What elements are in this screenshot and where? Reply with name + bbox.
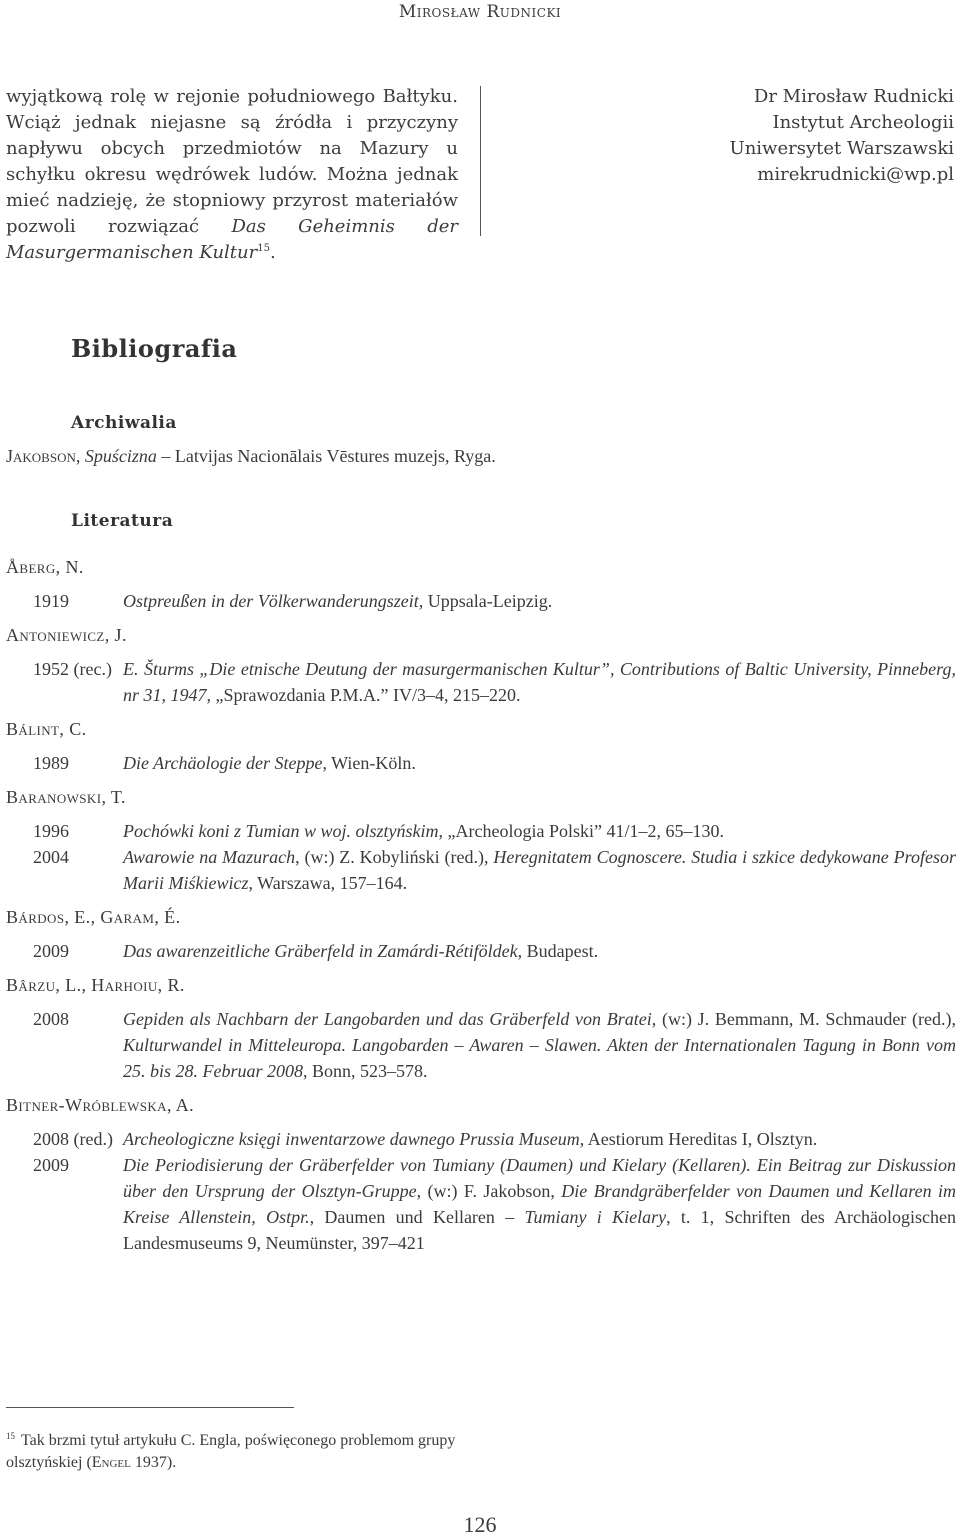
bib-author: Antoniewicz, J. [6, 625, 127, 645]
bib-rest: , (w:) Z. Kobyliński (red.), [295, 847, 494, 867]
bib-title-2: Kulturwandel in Mitteleuropa. Langobarden – Awaren – Slawen. Akten der Internationalen Tagung in Bonn vom 25. bis 28. Februar 2008 [123, 1035, 956, 1081]
bib-entry [6, 656, 956, 708]
bib-rest: , Budapest. [517, 941, 599, 961]
bib-title-3: Tumiany i Kielary [524, 1207, 667, 1227]
footnote-rule [6, 1407, 294, 1408]
bib-rest: , (w:) J. Bemmann, M. Schmauder (red.), [651, 1009, 956, 1029]
bibliography-heading: Bibliografia [71, 334, 238, 363]
author-institute: Instytut Archeologii [772, 112, 954, 133]
bib-entry [6, 1126, 956, 1152]
bib-title: Awarowie na Mazurach [123, 847, 296, 867]
bib-group [6, 904, 956, 964]
literature-heading: Literatura [71, 511, 174, 531]
bib-group [6, 972, 956, 1084]
bib-year: 2008 [33, 1009, 69, 1029]
bib-title: Gepiden als Nachbarn der Langobarden und das Gräberfeld von Bratei [123, 1009, 652, 1029]
bib-group [6, 716, 956, 776]
bib-entry [6, 844, 956, 896]
bib-title: Das awarenzeitliche Gräberfeld in Zamárdi-Rétiföldek [123, 941, 518, 961]
bib-year: 1919 [33, 591, 69, 611]
bib-rest-2: , Bonn, 523–578. [303, 1061, 428, 1081]
bib-group [6, 1092, 956, 1256]
intro-italic-title: Das Geheimnis der Masurgermanischen Kultur [6, 216, 458, 263]
bib-title-2: Die Brandgräberfelder von Daumen und Kellaren im Kreise Allenstein, Ostpr. [123, 1181, 957, 1227]
bib-title: Die Archäologie der Steppe [123, 753, 323, 773]
bib-rest: Uppsala-Leipzig. [423, 591, 553, 611]
bib-year: 2009 [33, 941, 69, 961]
bib-group [6, 622, 956, 708]
archive-title: Spuścizna [84, 446, 157, 466]
bib-author: Bálint, C. [6, 719, 87, 739]
column-divider [480, 86, 481, 236]
footnote-ref[interactable]: 15 [257, 243, 270, 254]
footnote-smallcaps: Engel [91, 1454, 131, 1471]
bib-title: Archeologiczne księgi inwentarzowe dawnego Prussia Museum [123, 1129, 580, 1149]
bib-entry [6, 588, 956, 614]
footnote-number: 15 [6, 1430, 15, 1441]
bib-author: Åberg, N. [6, 557, 84, 577]
page-number: 126 [463, 1512, 497, 1537]
bib-entry [6, 1152, 956, 1256]
archive-rest: – Latvijas Nacionālais Vēstures muzejs, Ryga. [156, 446, 496, 466]
footnote-text-end: 1937). [130, 1454, 177, 1471]
bib-title: Die Periodisierung der Gräberfelder von Tumiany (Daumen) und Kielary (Kellaren). Ein Beitrag zur Diskussion über den Ursprung der Olsztyn-Gruppe [123, 1155, 956, 1201]
bib-rest-2: , Warszawa, 157–164. [248, 873, 408, 893]
bib-rest-2: , Daumen und Kellaren – [309, 1207, 525, 1227]
bib-entry [6, 750, 956, 776]
bib-title: E. Šturms „Die etnische Deutung der masurgermanischen Kultur”, Contributions of Baltic University, Pinneberg, nr 31, 1947, [123, 659, 956, 705]
bib-author: Bârzu, L., Harhoiu, R. [6, 975, 185, 995]
intro-text-end: . [269, 242, 276, 263]
bib-rest-3: , t. 1, Schriften des Archäologischen Landesmuseums 9, Neumünster, 397–421 [123, 1207, 956, 1253]
bib-rest: , „Archeologia Polski” 41/1–2, 65–130. [438, 821, 724, 841]
bib-year: 1989 [33, 753, 69, 773]
running-head: Mirosław Rudnicki [398, 2, 562, 22]
bib-entry [6, 938, 956, 964]
bib-year: 2008 (red.) [33, 1129, 113, 1149]
bib-group [6, 784, 956, 896]
bib-entry [6, 1006, 956, 1084]
author-block [730, 84, 954, 188]
bib-author: Baranowski, T. [6, 787, 126, 807]
bib-year: 1952 (rec.) [33, 659, 112, 679]
bib-title: Ostpreußen in der Völkerwanderungszeit, [123, 591, 424, 611]
bib-rest: „Sprawozdania P.M.A.” IV/3–4, 215–220. [211, 685, 521, 705]
footnote [6, 1430, 476, 1474]
bib-rest: , (w:) F. Jakobson, [416, 1181, 562, 1201]
archive-entry [6, 446, 496, 467]
bib-year: 2009 [33, 1155, 69, 1175]
intro-text: wyjątkową rolę w rejonie południowego Bałtyku. Wciąż jednak niejasne są źródła i przyczyny napływu obcych przedmiotów na Mazury u schyłku okresu wędrówek ludów. Można jednak mieć nadzieję, że stopniowy przyrost materiałów pozwoli rozwiązać [6, 86, 458, 237]
bib-group [6, 554, 956, 614]
bib-author: Bitner-Wróblewska, A. [6, 1095, 195, 1115]
author-university: Uniwersytet Warszawski [729, 138, 954, 159]
bib-year: 1996 [33, 821, 69, 841]
author-name: Dr Mirosław Rudnicki [753, 86, 954, 107]
bib-rest: , Wien-Köln. [322, 753, 416, 773]
bib-rest: , Aestiorum Hereditas I, Olsztyn. [579, 1129, 818, 1149]
bib-title-2: Heregnitatem Cognoscere. Studia i szkice dedykowane Profesor Marii Miśkiewicz [123, 847, 956, 893]
archives-heading: Archiwalia [71, 413, 177, 433]
intro-paragraph [6, 84, 458, 266]
author-email[interactable]: mirekrudnicki@wp.pl [757, 164, 954, 185]
footnote-text: Tak brzmi tytuł artykułu C. Engla, poświęconego problemom grupy olsztyńskiej ( [6, 1432, 456, 1471]
bib-title: Pochówki koni z Tumian w woj. olsztyńskim [123, 821, 439, 841]
bib-year: 2004 [33, 847, 69, 867]
bib-author: Bárdos, E., Garam, É. [6, 907, 181, 927]
bib-entry [6, 818, 956, 844]
archive-author: Jakobson, [6, 446, 81, 466]
